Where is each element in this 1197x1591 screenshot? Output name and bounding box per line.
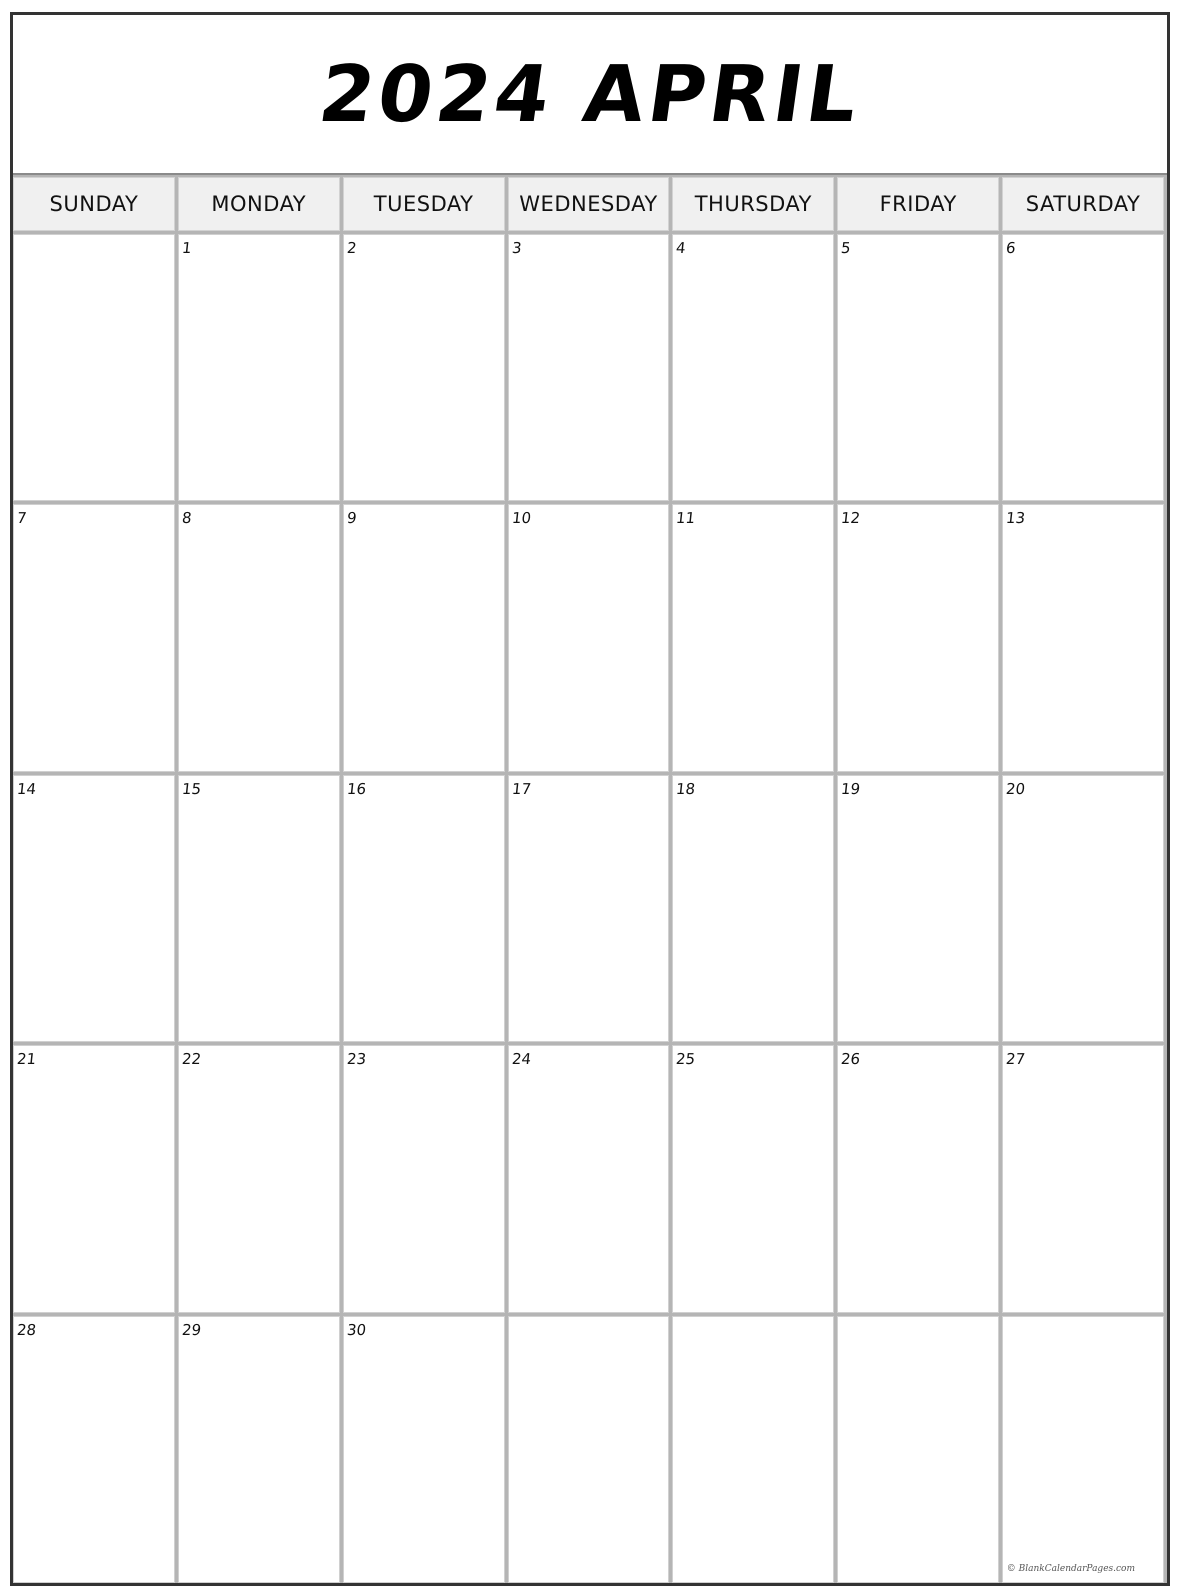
day-cell <box>343 1316 505 1583</box>
day-number: 13 <box>1005 509 1027 528</box>
day-number: 28 <box>16 1320 38 1339</box>
day-number: 7 <box>16 509 28 528</box>
weekday-header-sunday: SUNDAY <box>13 177 175 231</box>
day-cell <box>13 1316 175 1583</box>
day-number: 25 <box>675 1050 697 1069</box>
day-cell <box>672 504 834 771</box>
day-number: 17 <box>510 779 532 798</box>
day-number: 11 <box>675 509 697 528</box>
day-cell <box>13 1045 175 1312</box>
day-number: 30 <box>345 1320 367 1339</box>
day-cell <box>508 1045 670 1312</box>
day-number: 21 <box>16 1050 38 1069</box>
day-cell <box>1002 504 1164 771</box>
day-cell <box>837 1045 999 1312</box>
day-cell <box>508 1316 670 1583</box>
day-cell <box>672 234 834 501</box>
weekday-header-saturday: SATURDAY <box>1002 177 1164 231</box>
weekday-header-friday: FRIDAY <box>837 177 999 231</box>
day-number: 18 <box>675 779 697 798</box>
day-cell <box>1002 1045 1164 1312</box>
day-number: 23 <box>345 1050 367 1069</box>
day-cell <box>837 234 999 501</box>
day-cell <box>343 1045 505 1312</box>
day-cell <box>672 775 834 1042</box>
day-number: 27 <box>1005 1050 1027 1069</box>
day-number: 26 <box>840 1050 862 1069</box>
title-bar <box>13 15 1167 175</box>
weekday-header-wednesday: WEDNESDAY <box>508 177 670 231</box>
day-cell <box>343 234 505 501</box>
calendar-title: 2024 APRIL <box>313 50 867 140</box>
day-cell <box>13 504 175 771</box>
day-cell <box>343 504 505 771</box>
day-number: 2 <box>345 239 358 257</box>
day-number: 12 <box>840 509 862 528</box>
day-number: 16 <box>345 779 367 798</box>
day-number: 22 <box>180 1050 202 1069</box>
day-number: 8 <box>180 509 193 528</box>
day-cell <box>837 775 999 1042</box>
day-cell <box>178 1045 340 1312</box>
day-cell <box>672 1316 834 1583</box>
day-cell <box>1002 1316 1164 1583</box>
day-number: 4 <box>675 239 687 257</box>
weekday-header-thursday: THURSDAY <box>672 177 834 231</box>
day-number: 6 <box>1005 239 1017 257</box>
day-number: 15 <box>180 779 202 798</box>
day-cell <box>837 1316 999 1583</box>
day-cell <box>13 234 175 501</box>
day-number: 20 <box>1005 779 1027 798</box>
day-number: 19 <box>840 779 862 798</box>
day-cell <box>178 234 340 501</box>
day-cell <box>1002 775 1164 1042</box>
day-cell <box>508 234 670 501</box>
copyright-watermark: © BlankCalendarPages.com <box>1006 1564 1135 1574</box>
weekday-header-monday: MONDAY <box>178 177 340 231</box>
day-cell <box>508 775 670 1042</box>
day-cell <box>13 775 175 1042</box>
day-number: 10 <box>510 509 532 528</box>
day-number: 9 <box>345 509 358 528</box>
day-cell <box>837 504 999 771</box>
day-number: 5 <box>840 239 852 257</box>
day-number: 24 <box>510 1050 532 1069</box>
day-cell <box>178 1316 340 1583</box>
day-cell <box>1002 234 1164 501</box>
day-cell <box>508 504 670 771</box>
day-number: 14 <box>16 779 38 798</box>
weekday-header-tuesday: TUESDAY <box>343 177 505 231</box>
day-number: 1 <box>180 239 193 257</box>
calendar-grid <box>13 175 1167 1583</box>
day-number: 29 <box>180 1320 202 1339</box>
day-cell <box>343 775 505 1042</box>
day-cell <box>672 1045 834 1312</box>
day-cell <box>178 775 340 1042</box>
day-cell <box>178 504 340 771</box>
calendar-page <box>10 12 1170 1586</box>
day-number: 3 <box>510 239 523 257</box>
